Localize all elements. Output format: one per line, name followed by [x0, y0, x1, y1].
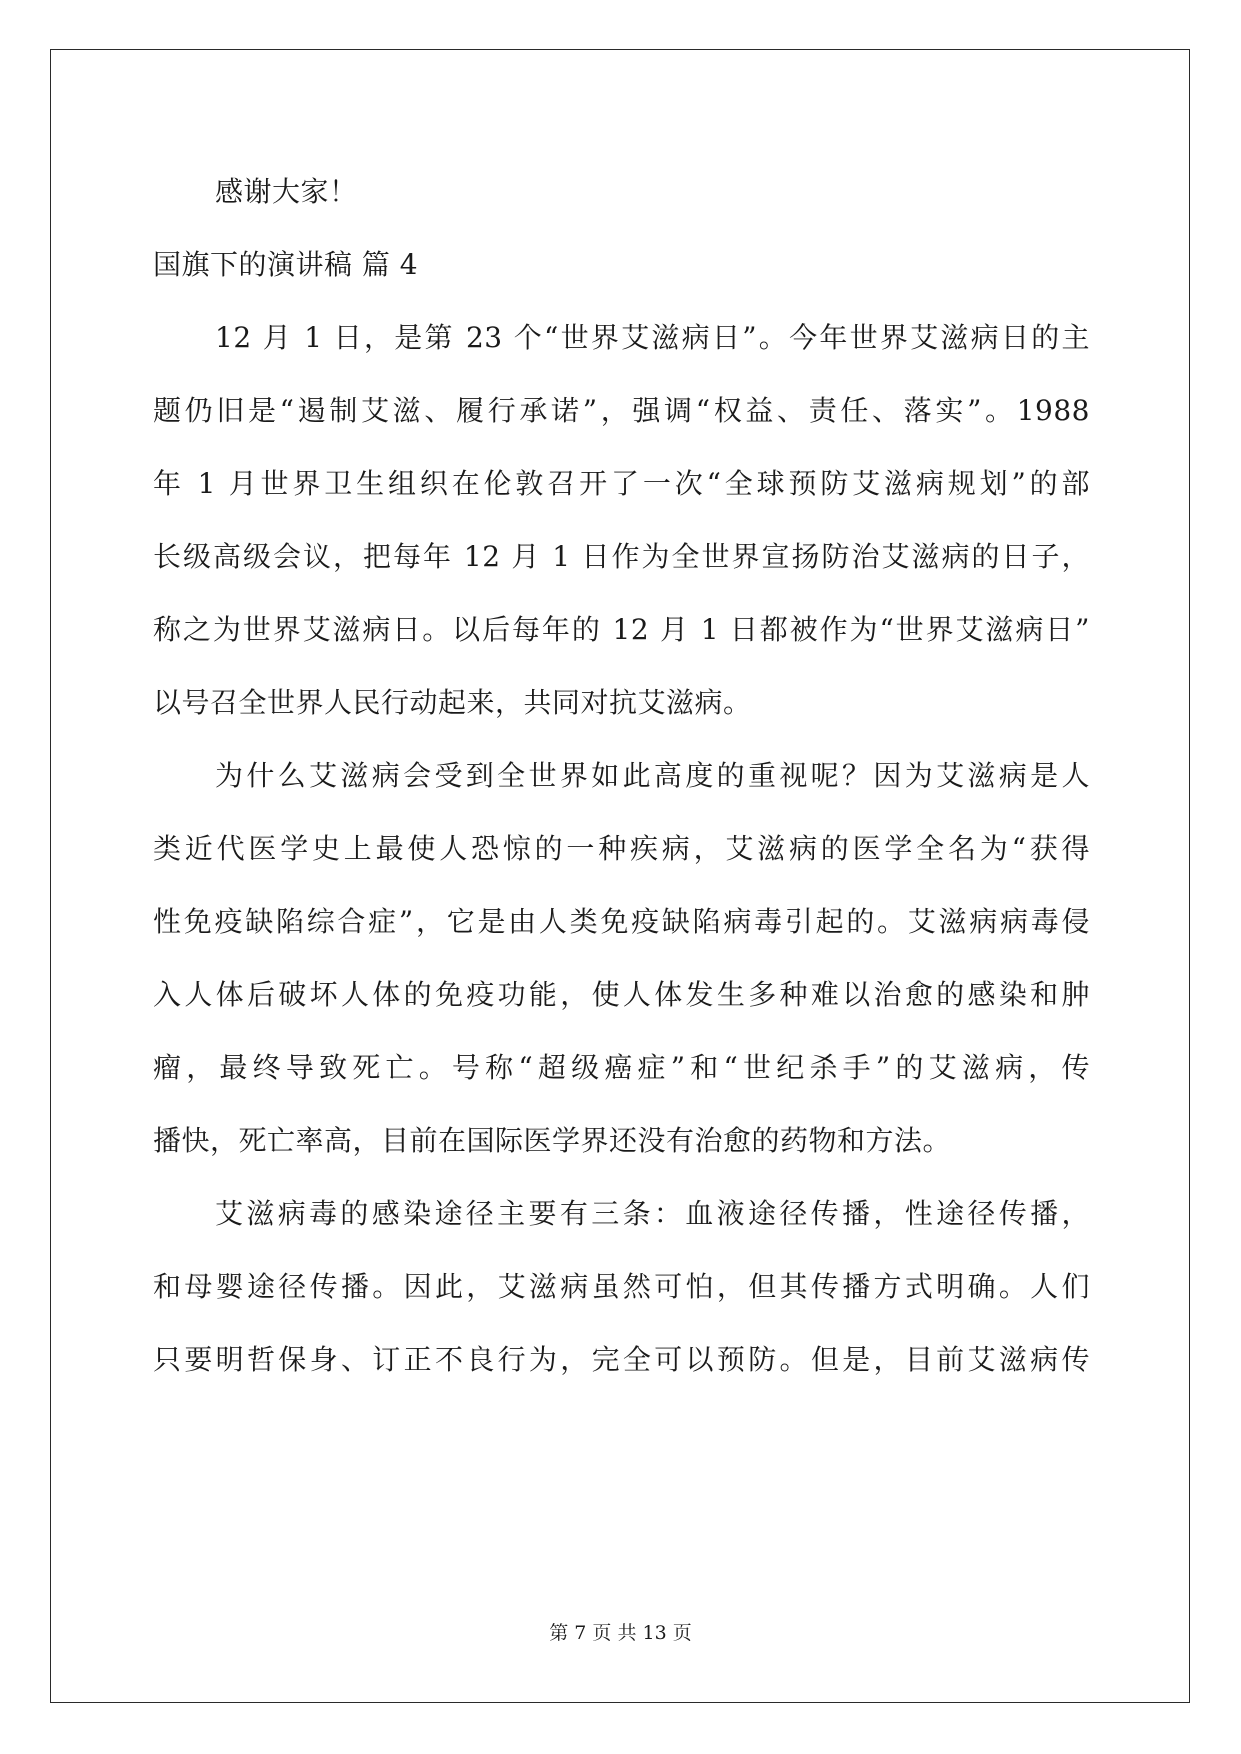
paragraph-line: 12 月 1 日，是第 23 个“世界艾滋病日”。今年世界艾滋病日的主	[215, 321, 1090, 354]
paragraph-line: 艾滋病毒的感染途径主要有三条：血液途径传播，性途径传播，	[215, 1197, 1090, 1230]
paragraph-line: 性免疫缺陷综合症”，它是由人类免疫缺陷病毒引起的。艾滋病病毒侵	[153, 905, 1090, 938]
paragraph-line: 为什么艾滋病会受到全世界如此高度的重视呢？因为艾滋病是人	[215, 759, 1090, 792]
paragraph-line: 称之为世界艾滋病日。以后每年的 12 月 1 日都被作为“世界艾滋病日”	[153, 613, 1090, 646]
paragraph-2	[153, 739, 1090, 1177]
paragraph-line: 入人体后破坏人体的免疫功能，使人体发生多种难以治愈的感染和肿	[153, 978, 1090, 1011]
paragraph-3	[153, 1177, 1090, 1396]
section-heading: 国旗下的演讲稿 篇 4	[153, 248, 419, 281]
paragraph-line: 播快，死亡率高，目前在国际医学界还没有治愈的药物和方法。	[153, 1124, 952, 1157]
paragraph-line: 只要明哲保身、订正不良行为，完全可以预防。但是，目前艾滋病传	[153, 1343, 1090, 1376]
paragraph-line: 瘤，最终导致死亡。号称“超级癌症”和“世纪杀手”的艾滋病，传	[153, 1051, 1090, 1084]
page-number-footer: 第 7 页 共 13 页	[549, 1622, 692, 1644]
paragraph-line: 长级高级会议，把每年 12 月 1 日作为全世界宣扬防治艾滋病的日子，	[153, 540, 1090, 573]
paragraph-1	[153, 301, 1090, 739]
paragraph-line: 类近代医学史上最使人恐惊的一种疾病，艾滋病的医学全名为“获得	[153, 832, 1090, 865]
document-body	[153, 155, 1090, 1396]
paragraph-line: 年 1 月世界卫生组织在伦敦召开了一次“全球预防艾滋病规划”的部	[153, 467, 1090, 500]
paragraph-line: 以号召全世界人民行动起来，共同对抗艾滋病。	[153, 686, 752, 719]
closing-line: 感谢大家！	[215, 175, 358, 208]
paragraph-line: 和母婴途径传播。因此，艾滋病虽然可怕，但其传播方式明确。人们	[153, 1270, 1090, 1303]
paragraph-line: 题仍旧是“遏制艾滋、履行承诺”，强调“权益、责任、落实”。1988	[153, 394, 1090, 427]
